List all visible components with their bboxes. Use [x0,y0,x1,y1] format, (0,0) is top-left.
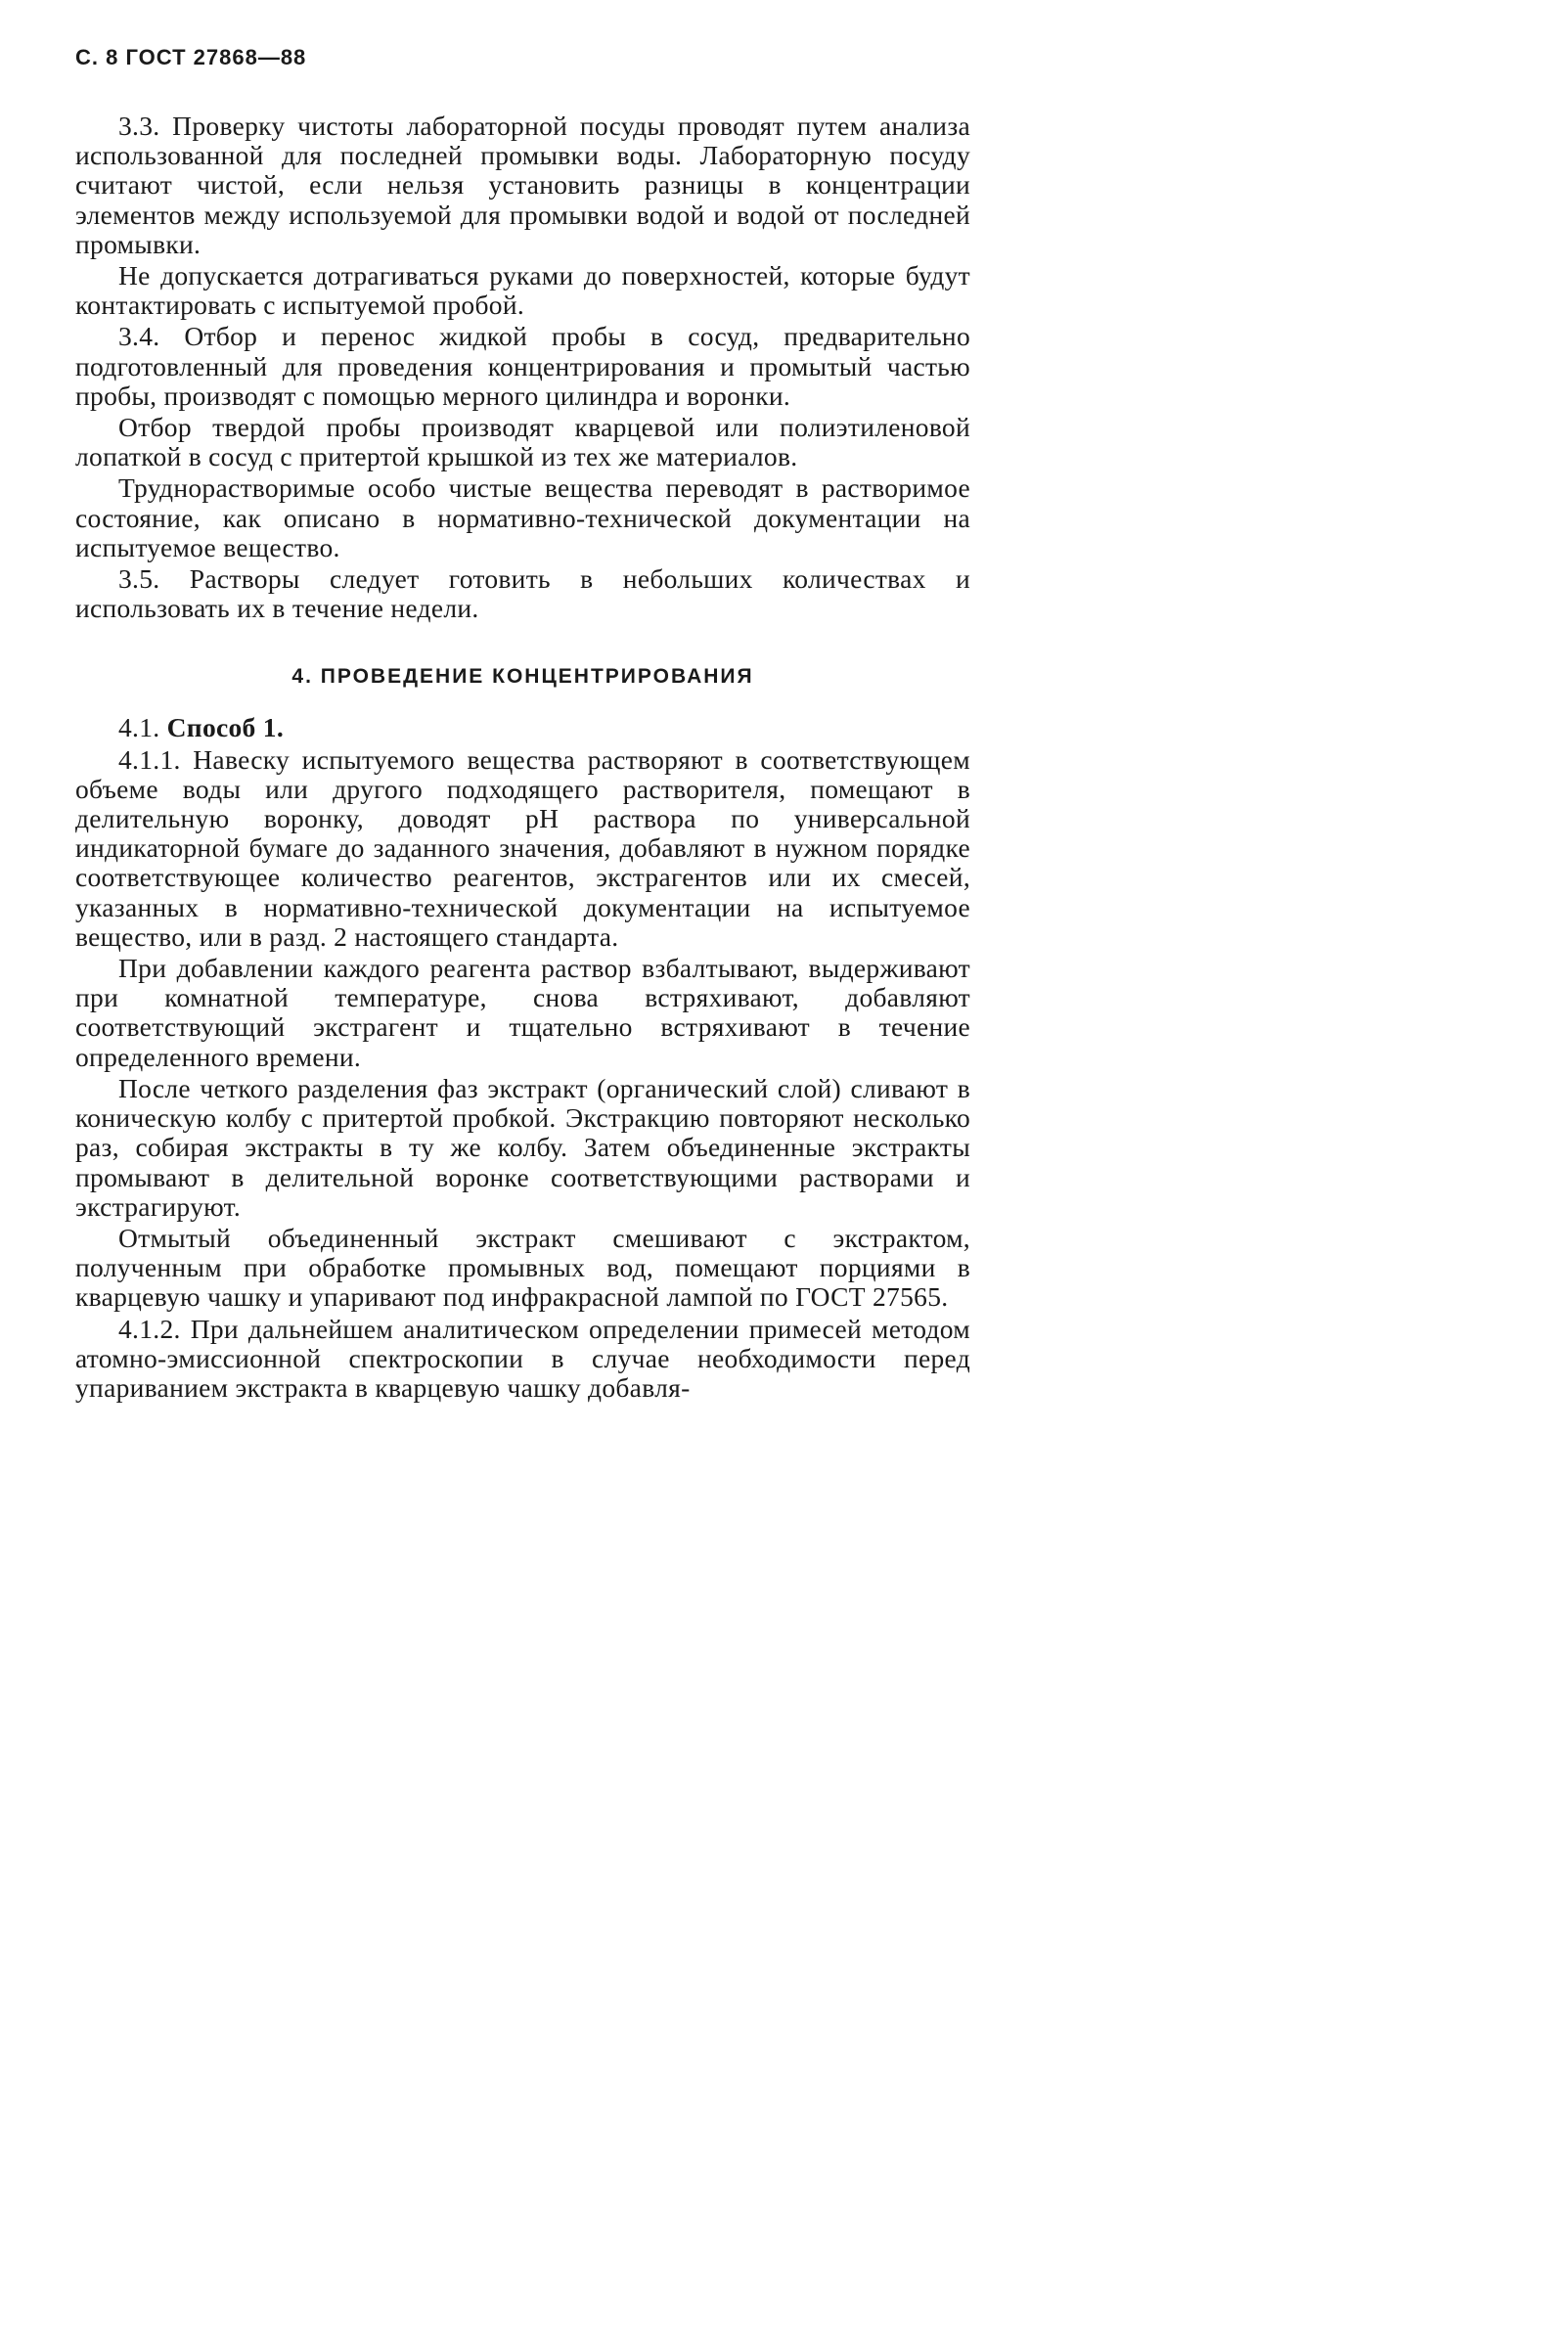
section-title: 4. ПРОВЕДЕНИЕ КОНЦЕНТРИРОВАНИЯ [291,665,754,689]
paragraph-solid-sample: Отбор твердой пробы производят кварцевой или полиэтиленовой лопаткой в сосуд с притертой крышкой из тех же материалов. [75,412,970,472]
paragraph-3-4: 3.4. Отбор и перенос жидкой пробы в сосуд, предварительно подготовленный для проведения концентрирования и промытый частью пробы, производят с помощью мерного цилиндра и воронки. [75,321,970,411]
paragraph-4-1-1: 4.1.1. Навеску испытуемого вещества растворяют в соответствующем объеме воды или другого подходящего растворителя, помещают в делительную воронку, доводят pH раствора по универсальной индикаторной бумаге до заданного значения, добавляют в нужном порядке соответствующее количество реагентов, экстрагентов или их смесей, указанных в нормативно-технической документации на испытуемое вещество, или в разд. 2 настоящего стандарта. [75,743,970,952]
method-label: Способ 1. [166,712,285,743]
paragraph-3-3: 3.3. Проверку чистоты лабораторной посуды проводят путем анализа использованной для последней промывки воды. Лабораторную посуду считают чистой, если нельзя установить разницы в концентрации элементов между используемой для промывки водой и водой от последней промывки. [75,111,970,259]
paragraph-3-5: 3.5. Растворы следует готовить в небольших количествах и использовать их в течение недели. [75,563,970,624]
paragraph-phase-separation: После четкого разделения фаз экстракт (органический слой) сливают в коническую колбу с притертой пробкой. Экстракцию повторяют несколько раз, собирая экстракты в ту же колбу. Затем объединенные экстракты промывают в делительной воронке соответствующими растворами и экстрагируют. [75,1072,970,1222]
document-page [0,0,1034,1535]
paragraph-insoluble: Труднорастворимые особо чистые вещества переводят в растворимое состояние, как описано в нормативно-технической документации на испытуемое вещество. [75,472,970,562]
document-body [75,112,970,1405]
paragraph-4-1-2: 4.1.2. При дальнейшем аналитическом определении примесей методом атомно-эмиссионной спектроскопии в случае необходимости перед упариванием экстракта в кварцевую чашку добавля- [75,1313,970,1403]
paragraph-evaporation: Отмытый объединенный экстракт смешивают с экстрактом, полученным при обработке промывных вод, помещают порциями в кварцевую чашку и упаривают под инфракрасной лампой по ГОСТ 27565. [75,1222,970,1313]
method-number: 4.1. [118,712,160,743]
paragraph-reagents: При добавлении каждого реагента раствор взбалтывают, выдерживают при комнатной температуре, снова встряхивают, добавляют соответствующий экстрагент и тщательно встряхивают в течение определенного времени. [75,953,970,1072]
paragraph-touch-warning: Не допускается дотрагиваться руками до поверхностей, которые будут контактировать с испытуемой пробой. [75,260,970,321]
page-header: С. 8 ГОСТ 27868—88 [75,45,307,69]
method-heading [75,713,970,742]
